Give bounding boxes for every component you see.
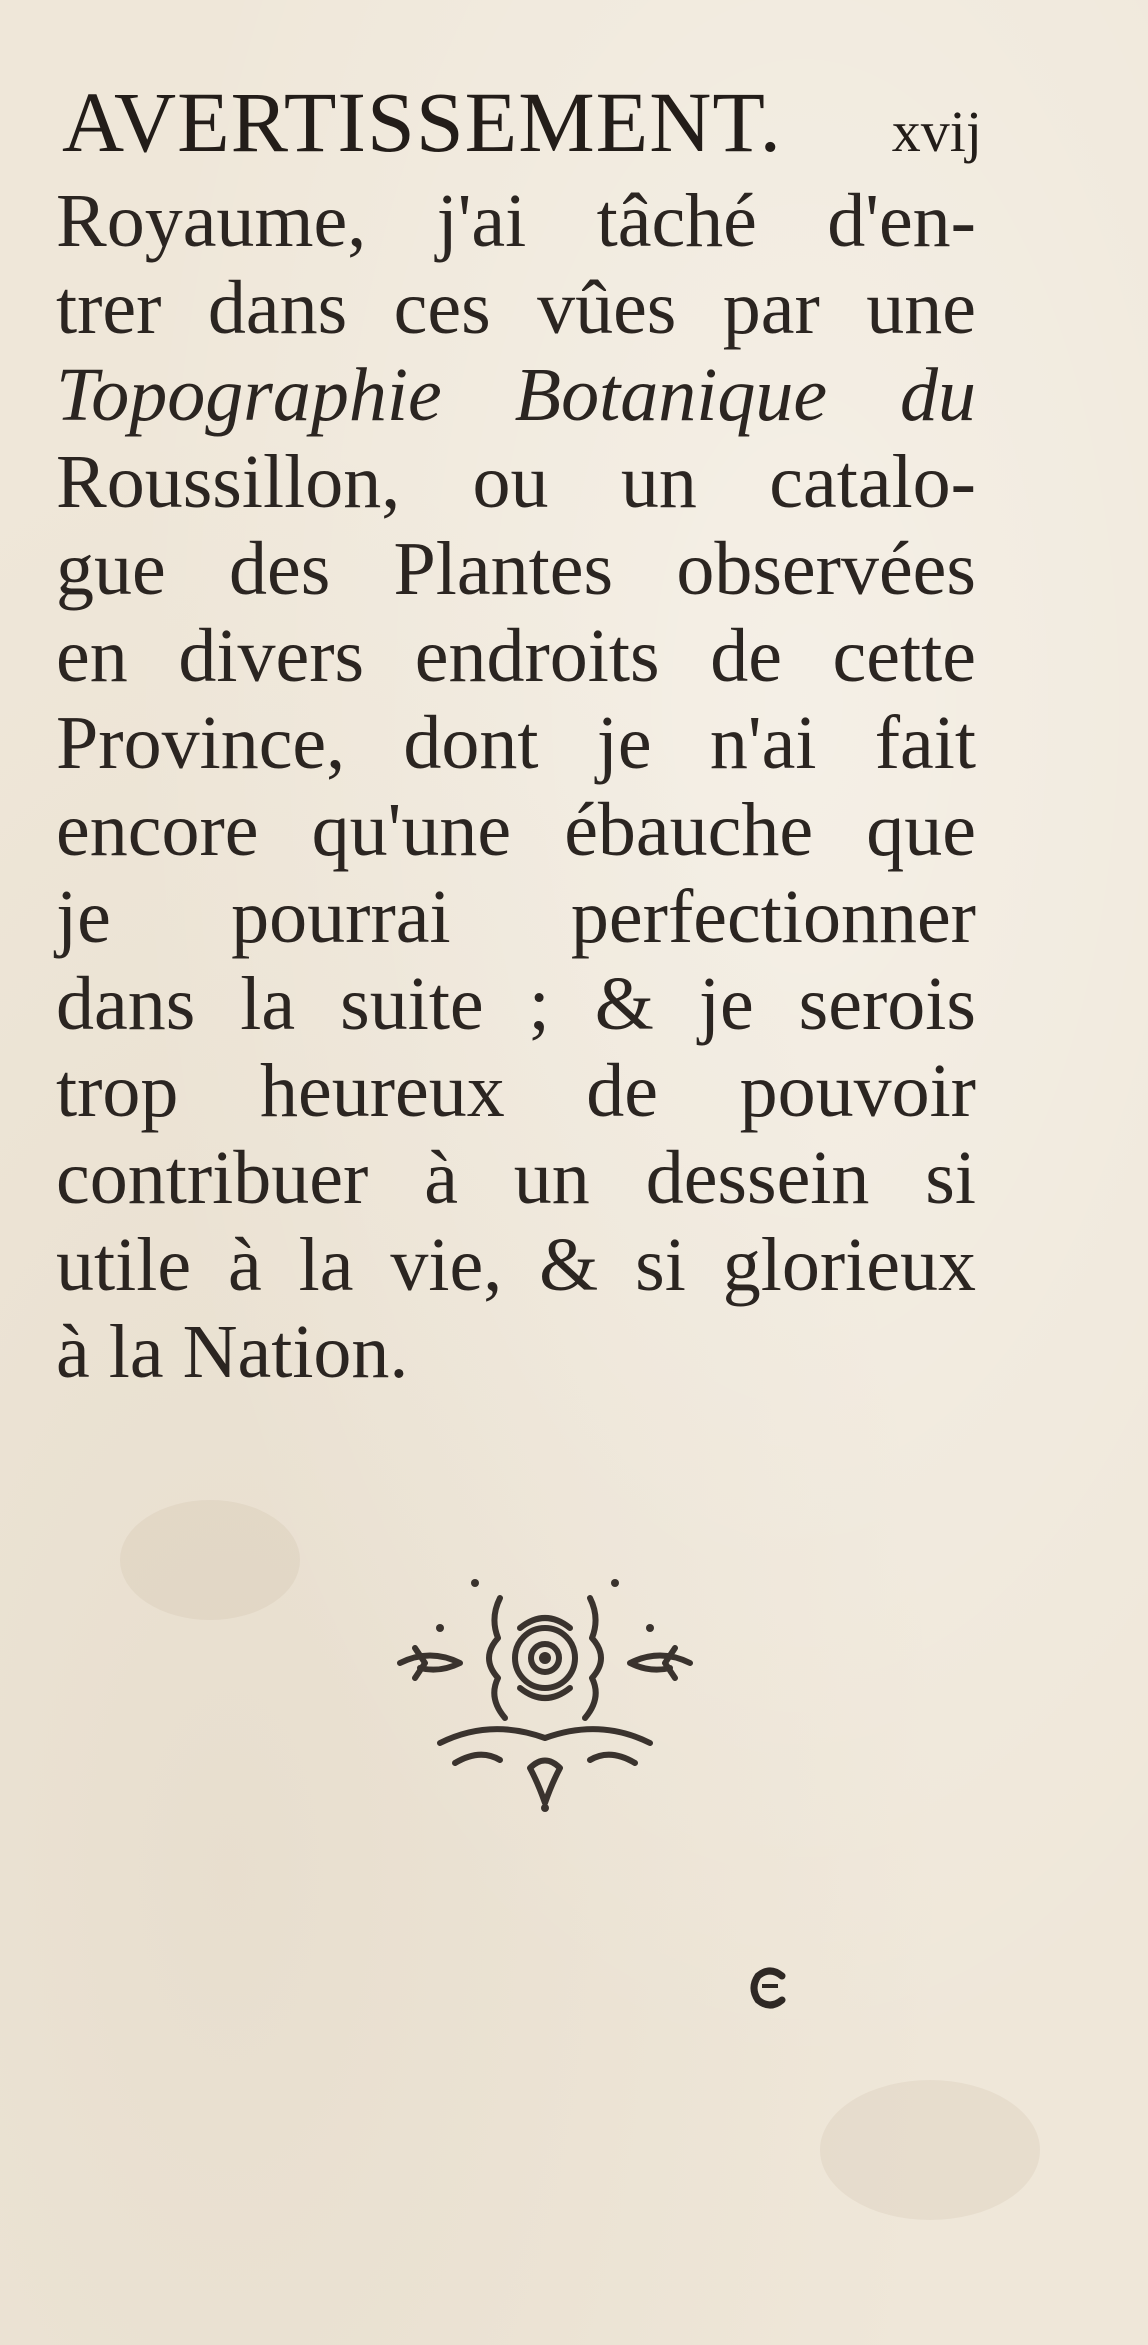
text-line-final: à la Nation.	[56, 1310, 409, 1394]
text-line: dans la suite ; & je serois	[56, 962, 976, 1046]
text-line: encore qu'une ébauche que	[56, 788, 976, 872]
text-line: trer dans ces vûes par une	[56, 266, 976, 350]
running-head-title: AVERTISSEMENT.	[62, 74, 782, 170]
text-line: je pourrai perfectionner	[56, 875, 976, 959]
text-line: Roussillon, ou un catalo-	[56, 440, 976, 524]
page-number: xvij	[891, 99, 982, 164]
paper-stain	[820, 2080, 1040, 2220]
running-head	[62, 72, 982, 172]
fleuron-ornament-icon	[380, 1568, 710, 1818]
text-line: contribuer à un dessein si	[56, 1136, 976, 1220]
signature-mark	[740, 1958, 800, 2018]
text-line: trop heureux de pouvoir	[56, 1049, 976, 1133]
text-line: Province, dont je n'ai fait	[56, 701, 976, 785]
text-line: utile à la vie, & si glorieux	[56, 1223, 976, 1307]
signature-glyph-icon	[740, 1958, 800, 2018]
text-line-italic-title: Topographie Botanique du	[56, 353, 976, 437]
text-line: Royaume, j'ai tâché d'en-	[56, 179, 976, 263]
body-text	[56, 178, 976, 1396]
text-line: en divers endroits de cette	[56, 614, 976, 698]
paper-stain	[120, 1500, 300, 1620]
text-line: gue des Plantes observées	[56, 527, 976, 611]
